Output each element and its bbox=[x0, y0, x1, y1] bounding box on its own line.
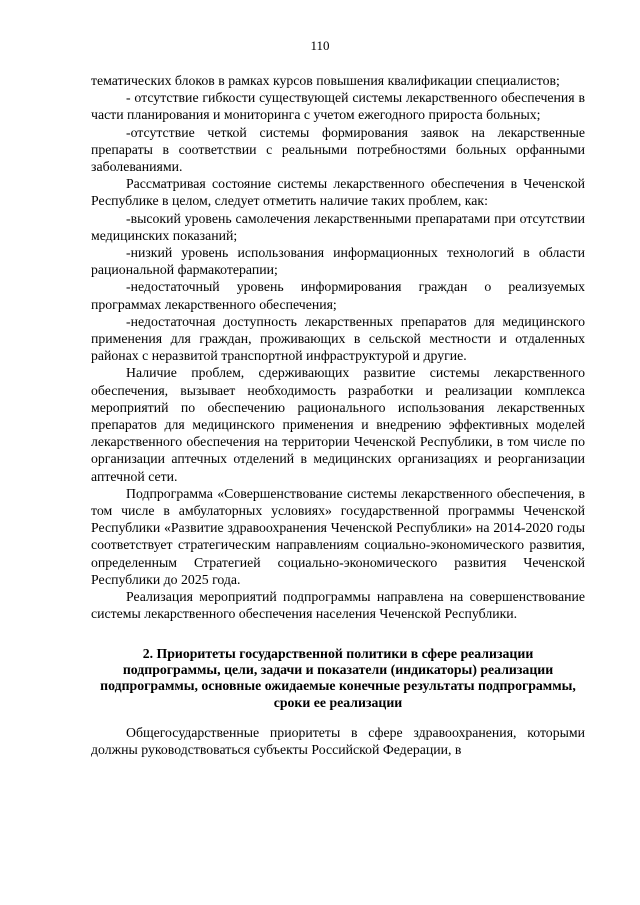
paragraph: Рассматривая состояние системы лекарственного обеспечения в Чеченской Республике в целом, следует отметить наличие таких проблем, как: bbox=[91, 176, 585, 209]
paragraph: Общегосударственные приоритеты в сфере здравоохранения, которыми должны руководствоваться субъекты Российской Федерации, в bbox=[91, 725, 585, 758]
paragraph: -низкий уровень использования информационных технологий в области рациональной фармакотерапии; bbox=[91, 245, 585, 278]
paragraph: -отсутствие четкой системы формирования заявок на лекарственные препараты в соответствии с реальными потребностями больных орфанными заболеваниями. bbox=[91, 124, 585, 175]
paragraph: -высокий уровень самолечения лекарственными препаратами при отсутствии медицинских показаний; bbox=[91, 210, 585, 243]
document-body bbox=[91, 72, 585, 759]
paragraph: -недостаточная доступность лекарственных препаратов для медицинского применения для граждан, проживающих в сельской местности и отдаленных районах с неразвитой транспортной инфраструктурой и другие. bbox=[91, 313, 585, 364]
paragraph: - отсутствие гибкости существующей системы лекарственного обеспечения в части планирования и мониторинга с учетом ежегодного прироста больных; bbox=[91, 90, 585, 123]
paragraph: Подпрограмма «Совершенствование системы лекарственного обеспечения, в том числе в амбулаторных условиях» государственной программы Чеченской Республики «Развитие здравоохранения Чеченской Республики» на 2014-2020 годы соответствует стратегическим направлениям социально-экономического развития, определенным Стратегией социально-экономического развития Чеченской Республики до 2025 года. bbox=[91, 485, 585, 587]
paragraph: -недостаточный уровень информирования граждан о реализуемых программах лекарственного обеспечения; bbox=[91, 279, 585, 312]
paragraph: Наличие проблем, сдерживающих развитие системы лекарственного обеспечения, вызывает необходимость разработки и реализации комплекса мероприятий по обеспечению рационального использования лекарственных препаратов для медицинского применения и внедрению эффективных моделей лекарственного обеспечения на территории Чеченской Республики, в том числе по организации аптечных отделений в медицинских организациях и реорганизации аптечной сети. bbox=[91, 365, 585, 484]
paragraph: Реализация мероприятий подпрограммы направлена на совершенствование системы лекарственного обеспечения населения Чеченской Республики. bbox=[91, 589, 585, 622]
section-heading: 2. Приоритеты государственной политики в сфере реализации подпрограммы, цели, задачи и показатели (индикаторы) реализации подпрограммы, основные ожидаемые конечные результаты подпрограммы, сроки ее реализации bbox=[100, 645, 576, 710]
page-number: 110 bbox=[310, 38, 330, 53]
paragraph: тематических блоков в рамках курсов повышения квалификации специалистов; bbox=[91, 73, 560, 88]
